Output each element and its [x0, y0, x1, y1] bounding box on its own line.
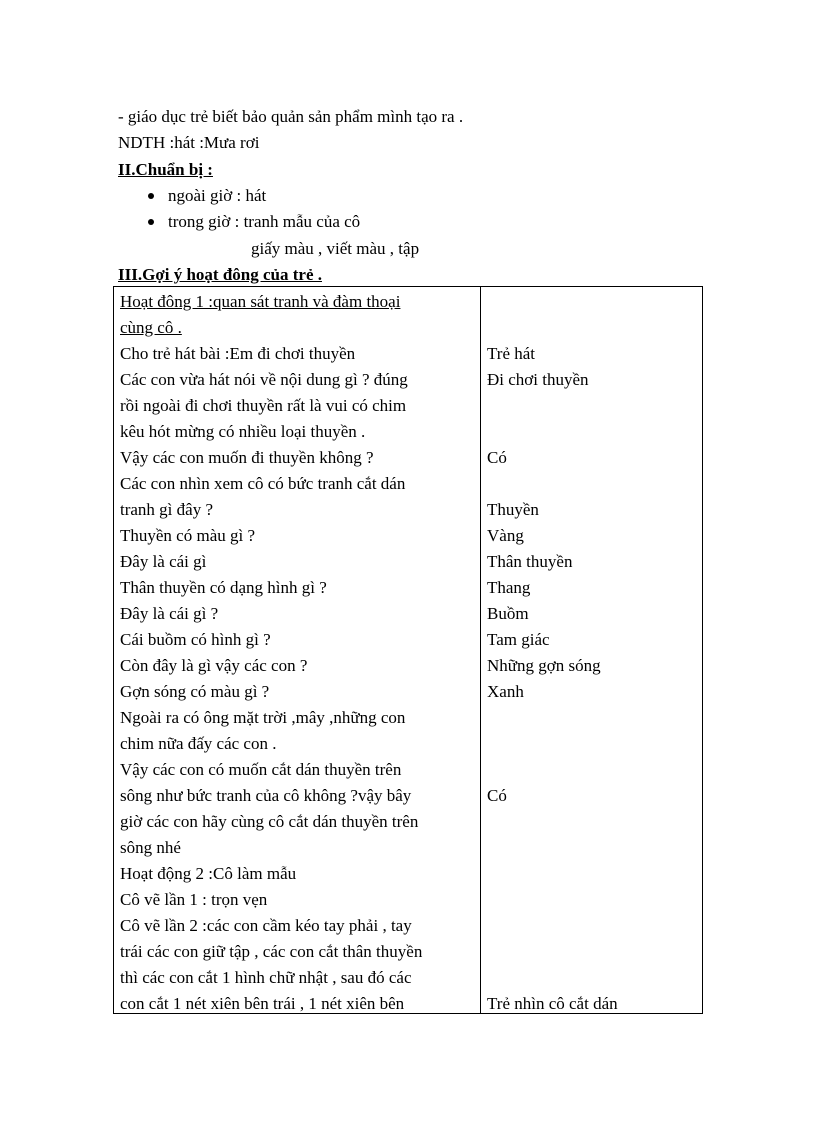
teacher-line: kêu hót mừng có nhiều loại thuyền .: [120, 422, 366, 441]
child-response: Xanh: [487, 682, 524, 701]
teacher-line: Gợn sóng có màu gì ?: [120, 682, 270, 701]
child-response: Có: [487, 448, 507, 467]
teacher-line: giờ các con hãy cùng cô cắt dán thuyền trên: [120, 812, 419, 831]
teacher-line: trái các con giữ tập , các con cắt thân thuyền: [120, 942, 423, 961]
teacher-line: Còn đây là gì vậy các con ?: [120, 656, 308, 675]
teacher-line: con cắt 1 nét xiên bên trái , 1 nét xiên bên: [120, 994, 405, 1013]
section-2-title: II.Chuẩn bị :: [118, 160, 213, 179]
activity-1-heading: Hoạt đông 1 :quan sát tranh và đàm thoại: [120, 292, 401, 311]
teacher-line: Đây là cái gì ?: [120, 604, 219, 623]
teacher-line: Ngoài ra có ông mặt trời ,mây ,những con: [120, 708, 406, 727]
child-response: Thuyền: [487, 500, 539, 519]
child-response: Buồm: [487, 604, 529, 623]
child-response: Trẻ hát: [487, 344, 536, 363]
teacher-line: Vậy các con muốn đi thuyền không ?: [120, 448, 374, 467]
prep-item-2: trong giờ : tranh mẫu của cô: [168, 212, 361, 231]
teacher-line: sông nhé: [120, 838, 181, 857]
activity-1-heading-cont: cùng cô .: [120, 318, 182, 337]
intro-line-2: NDTH :hát :Mưa rơi: [118, 133, 260, 152]
intro-line-1: - giáo dục trẻ biết bảo quản sản phẩm mình tạo ra .: [118, 107, 464, 126]
activity-2-heading: Hoạt động 2 :Cô làm mẫu: [120, 864, 297, 883]
child-response: Có: [487, 786, 507, 805]
teacher-line: Cô vẽ lần 1 : trọn vẹn: [120, 890, 268, 909]
teacher-line: Cô vẽ lần 2 :các con cầm kéo tay phải , tay: [120, 916, 412, 935]
teacher-line: rồi ngoài đi chơi thuyền rất là vui có chim: [120, 396, 407, 415]
teacher-line: Thân thuyền có dạng hình gì ?: [120, 578, 327, 597]
bullet-icon: [148, 219, 154, 225]
teacher-line: sông như bức tranh của cô không ?vậy bây: [120, 786, 412, 805]
teacher-line: Vậy các con có muốn cắt dán thuyền trên: [120, 760, 402, 779]
teacher-line: thì các con cắt 1 hình chữ nhật , sau đó các: [120, 968, 412, 987]
prep-item-2-cont: giấy màu , viết màu , tập: [251, 239, 420, 258]
activity-table: [113, 286, 703, 1014]
prep-item-1: ngoài giờ : hát: [168, 186, 267, 205]
teacher-line: tranh gì đây ?: [120, 500, 213, 519]
teacher-line: Cho trẻ hát bài :Em đi chơi thuyền: [120, 344, 356, 363]
child-response: Đi chơi thuyền: [487, 370, 589, 389]
teacher-line: Các con nhìn xem cô có bức tranh cắt dán: [120, 474, 406, 493]
teacher-line: chim nữa đấy các con .: [120, 734, 277, 753]
teacher-line: Thuyền có màu gì ?: [120, 526, 256, 545]
column-divider: [480, 287, 481, 1013]
teacher-line: Cái buồm có hình gì ?: [120, 630, 271, 649]
teacher-line: Các con vừa hát nói về nội dung gì ? đúng: [120, 370, 408, 389]
teacher-line: Đây là cái gì: [120, 552, 207, 571]
child-response: Thang: [487, 578, 531, 597]
child-response: Vàng: [487, 526, 524, 545]
child-response: Thân thuyền: [487, 552, 573, 571]
child-response: Tam giác: [487, 630, 550, 649]
section-3-title: III.Gợi ý hoạt đông của trẻ .: [118, 265, 322, 284]
child-response: Những gợn sóng: [487, 656, 601, 675]
bullet-icon: [148, 193, 154, 199]
child-response: Trẻ nhìn cô cắt dán: [487, 994, 618, 1013]
